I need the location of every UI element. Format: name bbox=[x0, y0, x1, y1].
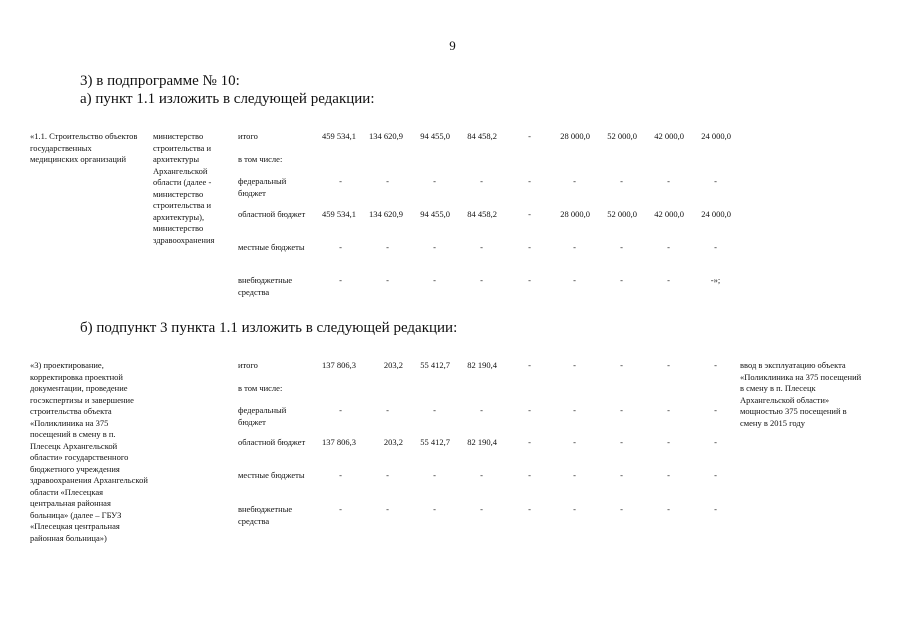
table1-value-cell: - bbox=[667, 176, 670, 186]
table2-value-cell: - bbox=[528, 437, 531, 447]
table1-value-cell: 28 000,0 bbox=[560, 131, 590, 141]
table1-value-cell: - bbox=[528, 242, 531, 252]
table1-value-cell: 42 000,0 bbox=[654, 131, 684, 141]
table2-value-cell: - bbox=[573, 360, 576, 370]
table1-value-cell: - bbox=[339, 176, 342, 186]
table2-value-cell: - bbox=[714, 405, 717, 415]
table1-value-cell: - bbox=[573, 275, 576, 285]
table1-value-cell: - bbox=[667, 242, 670, 252]
table1-row-label: внебюджетные средства bbox=[238, 275, 293, 297]
table1-row-label: в том числе: bbox=[238, 154, 283, 164]
table1-value-cell: - bbox=[528, 176, 531, 186]
table2-value-cell: 203,2 bbox=[383, 437, 403, 447]
table2-value-cell: 137 806,3 bbox=[322, 360, 356, 370]
table2-result-cell: ввод в эксплуатацию объекта «Поликлиника на 375 посещений в смену в п. Плесецк Архангельской области» мощностью 375 посещений в смену в 2015 году bbox=[740, 360, 862, 428]
table2-value-cell: - bbox=[339, 504, 342, 514]
table1-value-cell: 24 000,0 bbox=[701, 131, 731, 141]
table2-value-cell: - bbox=[573, 405, 576, 415]
table2-row-label: федеральный бюджет bbox=[238, 405, 287, 427]
table1-value-cell: - bbox=[528, 275, 531, 285]
table2-value-cell: - bbox=[667, 504, 670, 514]
table2-value-cell: - bbox=[620, 437, 623, 447]
table2-row-label: в том числе: bbox=[238, 383, 283, 393]
item-a-heading: а) пункт 1.1 изложить в следующей редакции: bbox=[80, 91, 375, 107]
table1-value-cell: - bbox=[620, 275, 623, 285]
table2-row-label: итого bbox=[238, 360, 258, 370]
table2-value-cell: 137 806,3 bbox=[322, 437, 356, 447]
table1-value-cell: - bbox=[620, 176, 623, 186]
table1-value-cell: - bbox=[667, 275, 670, 285]
table2-value-cell: - bbox=[433, 405, 436, 415]
table1-value-cell: - bbox=[480, 275, 483, 285]
table2-row-label: внебюджетные средства bbox=[238, 504, 293, 526]
table1-value-cell: 134 620,9 bbox=[369, 209, 403, 219]
table2-value-cell: - bbox=[339, 405, 342, 415]
table1-executor-cell: министерство строительства и архитектуры Архангельской области (далее - министерство строительства и архитектуры), министерство здравоохранения bbox=[153, 131, 215, 245]
table1-value-cell: 84 458,2 bbox=[467, 131, 497, 141]
table2-value-cell: - bbox=[714, 360, 717, 370]
table2-value-cell: - bbox=[433, 470, 436, 480]
table1-value-cell: - bbox=[573, 242, 576, 252]
item-b-heading: б) подпункт 3 пункта 1.1 изложить в следующей редакции: bbox=[80, 320, 458, 336]
table2-value-cell: - bbox=[667, 470, 670, 480]
table2-event-cell: «3) проектирование, корректировка проектной документации, проведение госэкспертизы и завершение строительства объекта «Поликлиника на 375 посещений в смену в п. Плесецк Архангельской области» государственного бюджетного учреждения здравоохранения Архангельской области «Плесецкая центральная районная больница» (далее – ГБУЗ «Плесецкая центральная районная больница») bbox=[30, 360, 148, 543]
table1-value-cell: - bbox=[386, 242, 389, 252]
table1-value-cell: - bbox=[620, 242, 623, 252]
table1-value-cell: - bbox=[714, 242, 717, 252]
table2-value-cell: - bbox=[620, 470, 623, 480]
table2-value-cell: - bbox=[480, 405, 483, 415]
table1-value-cell: - bbox=[433, 242, 436, 252]
table1-value-cell: - bbox=[433, 275, 436, 285]
table1-row-label: областной бюджет bbox=[238, 209, 306, 219]
table2-value-cell: 82 190,4 bbox=[467, 360, 497, 370]
table1-value-cell: 52 000,0 bbox=[607, 209, 637, 219]
table2-value-cell: - bbox=[667, 437, 670, 447]
table2-value-cell: - bbox=[573, 437, 576, 447]
table2-row-label: местные бюджеты bbox=[238, 470, 305, 480]
table1-value-cell: - bbox=[714, 176, 717, 186]
table2-value-cell: 55 412,7 bbox=[420, 437, 450, 447]
table2-value-cell: - bbox=[620, 360, 623, 370]
table1-value-cell: - bbox=[528, 209, 531, 219]
table2-value-cell: - bbox=[386, 470, 389, 480]
table1-value-cell: - bbox=[528, 131, 531, 141]
table1-row-label: итого bbox=[238, 131, 258, 141]
table2-value-cell: 82 190,4 bbox=[467, 437, 497, 447]
table1-value-cell: 459 534,1 bbox=[322, 131, 356, 141]
table2-value-cell: - bbox=[667, 405, 670, 415]
table1-event-cell: «1.1. Строительство объектов государственных медицинских организаций bbox=[30, 131, 138, 164]
table2-value-cell: - bbox=[386, 405, 389, 415]
table2-value-cell: 55 412,7 bbox=[420, 360, 450, 370]
table1-value-cell: 94 455,0 bbox=[420, 209, 450, 219]
subprogram-heading: 3) в подпрограмме № 10: bbox=[80, 73, 240, 89]
page-number: 9 bbox=[449, 38, 456, 53]
table2-value-cell: - bbox=[339, 470, 342, 480]
table2-value-cell: - bbox=[573, 504, 576, 514]
table2-value-cell: - bbox=[573, 470, 576, 480]
table1-value-cell: 24 000,0 bbox=[701, 209, 731, 219]
table2-value-cell: - bbox=[528, 360, 531, 370]
table1-value-cell: -»; bbox=[710, 275, 721, 285]
table1-value-cell: 134 620,9 bbox=[369, 131, 403, 141]
table2-value-cell: - bbox=[714, 504, 717, 514]
table1-value-cell: - bbox=[339, 275, 342, 285]
table1-row-label: федеральный бюджет bbox=[238, 176, 287, 198]
table2-value-cell: - bbox=[620, 504, 623, 514]
table1-row-label: местные бюджеты bbox=[238, 242, 305, 252]
table1-value-cell: 42 000,0 bbox=[654, 209, 684, 219]
table1-value-cell: 84 458,2 bbox=[467, 209, 497, 219]
table1-value-cell: 28 000,0 bbox=[560, 209, 590, 219]
table1-value-cell: - bbox=[386, 275, 389, 285]
table1-value-cell: 52 000,0 bbox=[607, 131, 637, 141]
table2-value-cell: - bbox=[480, 504, 483, 514]
table1-value-cell: 459 534,1 bbox=[322, 209, 356, 219]
table2-value-cell: - bbox=[714, 470, 717, 480]
table2-value-cell: - bbox=[433, 504, 436, 514]
table1-value-cell: - bbox=[386, 176, 389, 186]
table2-value-cell: 203,2 bbox=[383, 360, 403, 370]
table2-value-cell: - bbox=[528, 405, 531, 415]
table2-value-cell: - bbox=[480, 470, 483, 480]
table2-value-cell: - bbox=[620, 405, 623, 415]
table2-value-cell: - bbox=[386, 504, 389, 514]
table1-value-cell: - bbox=[480, 242, 483, 252]
table1-value-cell: - bbox=[573, 176, 576, 186]
table2-value-cell: - bbox=[528, 504, 531, 514]
table1-value-cell: - bbox=[433, 176, 436, 186]
table1-value-cell: 94 455,0 bbox=[420, 131, 450, 141]
table2-value-cell: - bbox=[667, 360, 670, 370]
table2-value-cell: - bbox=[528, 470, 531, 480]
table1-value-cell: - bbox=[339, 242, 342, 252]
table1-value-cell: - bbox=[480, 176, 483, 186]
table2-row-label: областной бюджет bbox=[238, 437, 306, 447]
table2-value-cell: - bbox=[714, 437, 717, 447]
